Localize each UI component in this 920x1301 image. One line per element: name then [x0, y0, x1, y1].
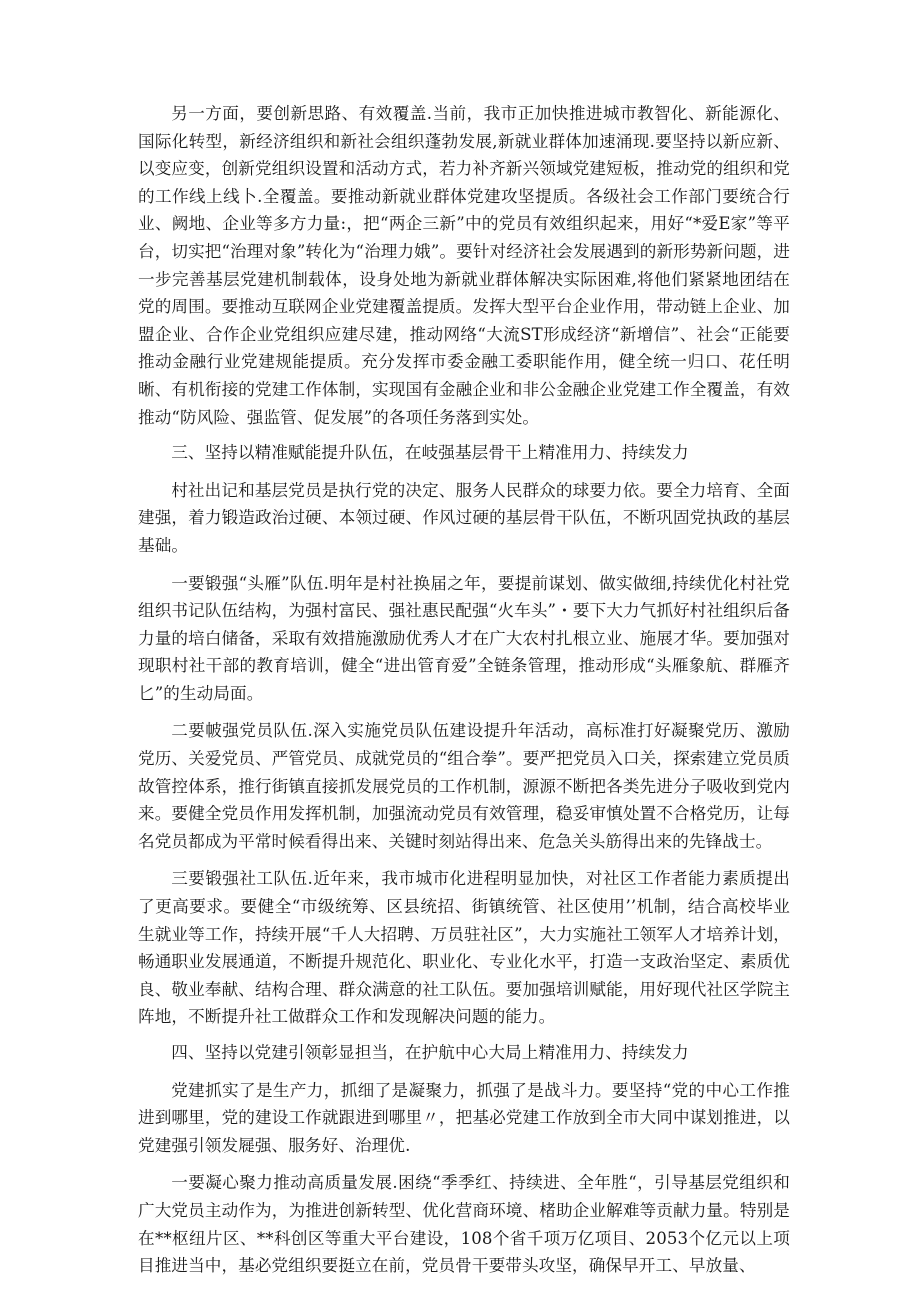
section-heading-3: 三、坚持以精准赋能提升队伍，在岐强基层骨干上精准用力、持续发力 [171, 443, 689, 463]
section-heading-4: 四、坚持以党建引领彰显担当，在护航中心大局上精准用力、持续发力 [171, 1043, 689, 1062]
paragraph-grassroots-backbone: 村社出记和基层党员是执行党的决定、服务人民群众的球要力依。要全力培育、全面建强，着力锻造政治过硬、本领过硬、作风过硬的基层骨干队伍，不断巩固党执政的基层基础。 [138, 480, 790, 555]
paragraph-social-worker-team: 三要锻强社工队伍.近年来，我市城市化进程明显加快，对社区工作者能力素质提出了更高要求。要健全“市级统筹、区县统招、街镇统管、社区使用’’机制，结合高校毕业生就业等工作，持续开展“千人大招聘、万员驻社区”，大力实施社工领军人才培养计划，畅通职业发展通道，不断提升规范化、职业化、专业化水平，打造一支政治坚定、素质优良、敬业奉献、结构合理、群众满意的社工队伍。要加强培训赋能，用好现代社区学院主阵地，不断提升社工做群众工作和发现解决问题的能力。 [138, 869, 790, 1027]
document-page [138, 100, 790, 1280]
paragraph-innovation-coverage: 另一方面，要创新思路、有效覆盖.当前，我市正加快推进城市教智化、新能源化、国际化转型，新经济组织和新社会组织蓬勃发展,新就业群体加速涌现.要坚持以新应新、以变应变，创新党组织设置和活动方式，若力补齐新兴领域党建短板，推动党的组织和党的工作线上线卜.全覆盖。要推动新就业群体党建攻坚提质。各级社会工作部门要统合行业、阙地、企业等多方力量:，把“两企三新”中的党员有效组织起来，用好“*爱E家”等平台，切实把“治理对象”转化为“治理力娥”。要针对经济社会发展遇到的新形势新问题，进一步完善基层党建机制载体，设身处地为新就业群体解决实际困难,将他们紧紧地团结在党的周围。要推动互联网企业党建覆盖提质。发挥大型平台企业作用，带动链上企业、加盟企业、合作企业党组织应建尽建，推动网络“大流ST形成经济“新增信”、社会“正能要推动金融行业党建规能提质。充分发挥市委金融工委职能作用，健全统一归口、花任明晰、有机衔接的党建工作体制，实现国有金融企业和非公金融企业党建工作全覆盖，有效推动“防风险、强监管、促发展”的各项任务落到实处。 [138, 104, 790, 427]
paragraph-party-member-team: 二要帔强党员队伍.深入实施党员队伍建设提升年活动，高标准打好凝聚党历、激励党历、关爱党员、严管党员、成就党员的“组合拳”。要严把党员入口关，探索建立党员质故管控体系，推行街镇直接抓发展党员的工作机制，源源不断把各类先进分子吸收到党内来。要健全党员作用发挥机制，加强流动党员有效管理，稳妥审慎处置不合格党历，让每名党员都成为平常时候看得出来、关键时刻站得出来、危急关头筋得出来的先锋战士。 [138, 721, 790, 851]
paragraph-high-quality-development: 一要凝心聚力推动高质量发展.困绕“季季红、持续进、全年胜“，引导基层党组织和广大党员主动作为，为推进创新转型、优化营商环境、楮助企业解难等贡献力量。特别是在**枢纽片区、**科创区等重大平台建设，108个省千项万亿项目、2053个亿元以上项目推进当中，基必党组织要挺立在前，党员骨干要带头攻坚，确保早开工、早放量、 [138, 1173, 790, 1276]
paragraph-party-building-productivity: 党建抓实了是生产力，抓细了是凝聚力，抓强了是战斗力。要坚持“党的中心工作推进到哪里，党的建设工作就跟进到哪里〃，把基必党建工作放到全市大同中谋划推进，以党建强引领发屣强、服务好、治理优. [138, 1080, 790, 1155]
paragraph-head-goose-team: 一要锻强“头雁”队伍.明年是村社换届之年，要提前谋划、做实做细,持续优化村社党组织书记队伍结构，为强村富民、强社惠民配强“火车头”・要下大力气抓好村社组织后备力量的培白储备，采取有效措施激励优秀人才在广大农村扎根立业、施展才华。要加强对现职村社干部的教育培训，健全“进出管育爱”全链条管理，推动形成“头雁象航、群雁齐匕”的生动局面。 [138, 573, 790, 703]
